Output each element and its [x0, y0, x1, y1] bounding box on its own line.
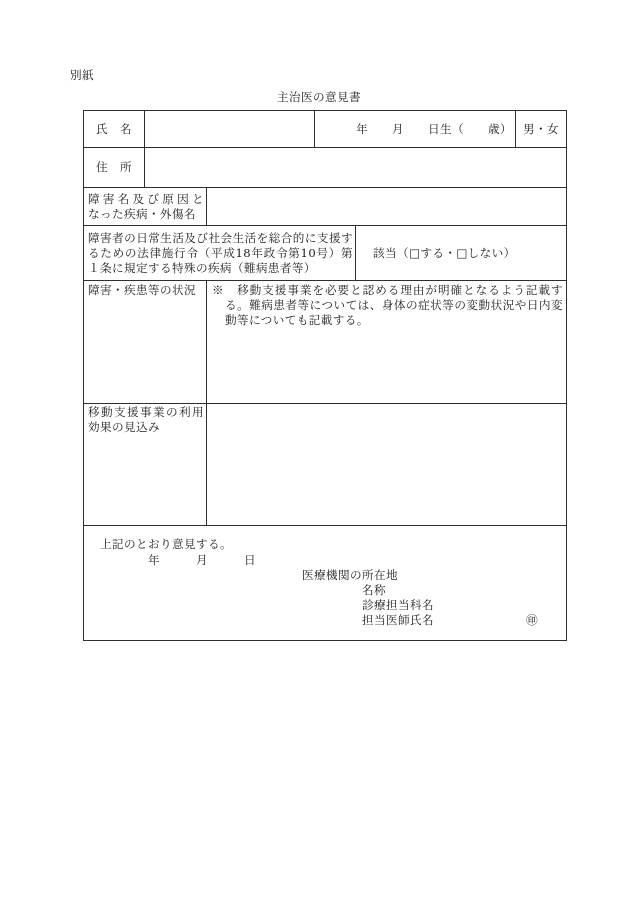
- effect-label: 移動支援事業の利用効果の見込み: [88, 405, 204, 434]
- opinion-form-table: [83, 110, 567, 641]
- name-value-cell: [145, 111, 315, 147]
- declaration-statement: 上記のとおり意見する。: [100, 537, 232, 551]
- disability-row: [84, 188, 566, 226]
- disability-label: 障害名及び原因となった疾病・外傷名: [88, 191, 204, 221]
- patient-name-row: [84, 111, 566, 148]
- department-label: 診療担当科名: [362, 598, 434, 612]
- effect-value-cell: [207, 404, 566, 525]
- name-label-cell: [84, 111, 145, 147]
- declaration-date: 年 月 日: [148, 553, 256, 567]
- document-title: 主治医の意見書: [277, 90, 361, 104]
- effect-label-cell: [84, 404, 207, 525]
- declaration-section: [84, 526, 566, 640]
- address-label-cell: [84, 148, 145, 187]
- birth-date-cell: [315, 111, 516, 147]
- intractable-disease-label-cell: [84, 226, 356, 280]
- applicability-options: 該当（□する・□しない）: [373, 245, 516, 260]
- disability-label-cell: [84, 188, 207, 225]
- intractable-disease-row: [84, 226, 566, 281]
- birth-date-text: 年 月 日生（ 歳）: [356, 121, 512, 136]
- name-label: 氏 名: [96, 121, 132, 136]
- intractable-disease-label: 障害者の日常生活及び社会生活を総合的に支援するための法律施行令（平成18年政令第10号）第１条に規定する特殊の疾病（難病患者等）: [88, 230, 353, 275]
- condition-instruction-note: ※ 移動支援事業を必要と認める理由が明確となるよう記載する。難病患者等については、身体の症状等の変動状況や日内変動等についても記載する。: [212, 283, 563, 327]
- institution-name-label: 名称: [362, 583, 386, 597]
- address-label: 住 所: [96, 160, 132, 174]
- address-value-cell: [145, 148, 566, 187]
- condition-label-cell: [84, 281, 207, 403]
- condition-row: [84, 281, 566, 404]
- condition-label: 障害・疾患等の状況: [88, 283, 196, 297]
- condition-value-cell: [207, 281, 566, 403]
- seal-mark: ㊞: [526, 613, 538, 627]
- institution-address-label: 医療機関の所在地: [302, 568, 398, 582]
- attachment-label: 別紙: [70, 68, 94, 82]
- disability-value-cell: [207, 188, 566, 225]
- applicability-cell: [356, 226, 566, 280]
- sex-options: 男・女: [523, 121, 559, 136]
- sex-cell: [516, 111, 566, 147]
- address-row: [84, 148, 566, 188]
- doctor-name-label: 担当医師氏名: [362, 613, 434, 627]
- effect-row: [84, 404, 566, 526]
